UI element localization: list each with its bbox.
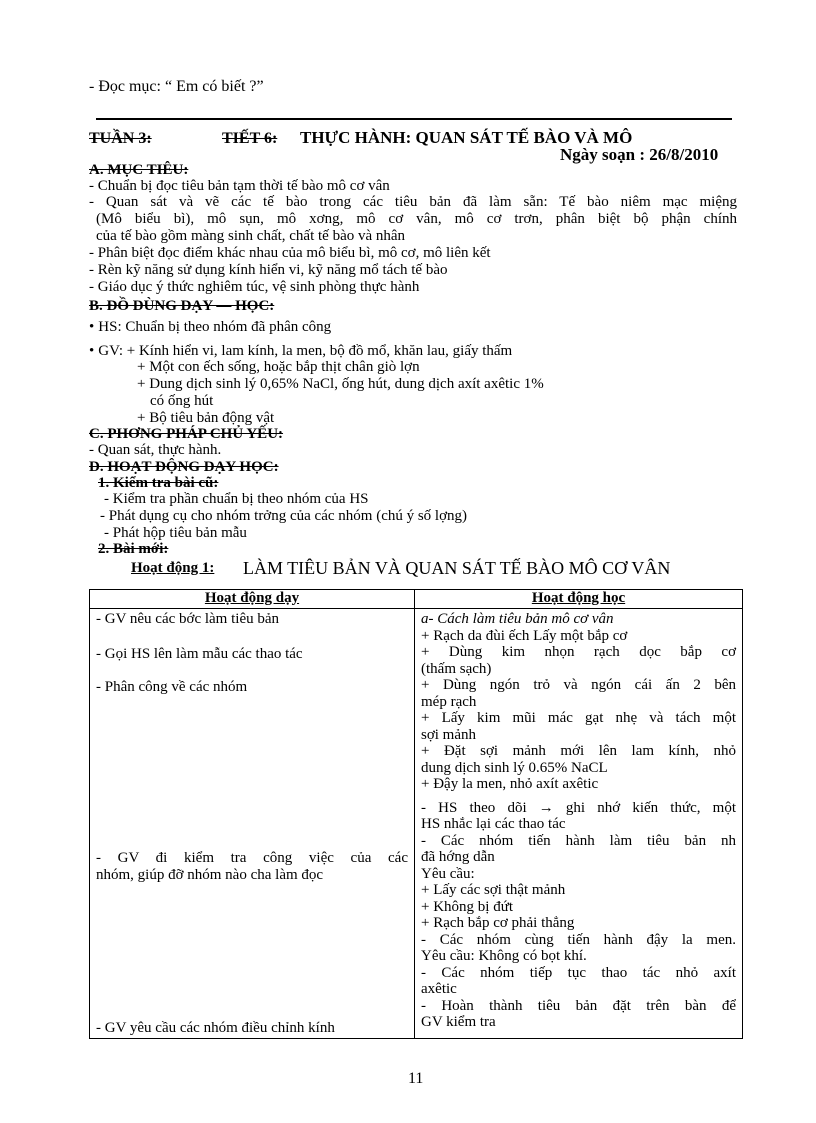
student-step: sợi mảnh (421, 726, 477, 743)
gv-prep-line: + Bộ tiêu bản động vật (137, 410, 275, 426)
teacher-activities-cell (90, 609, 415, 1039)
student-step: a- Cách làm tiêu bản mô cơ vân (421, 611, 614, 627)
objective-line: - Chuẩn bị đọc tiêu bản tạm thời tế bào mô cơ vân (89, 178, 390, 194)
section-b-heading: B. ĐỒ DÙNG DẠY — HỌC: (89, 298, 275, 314)
section-c-heading: C. PHƠNG PHÁP CHỦ YẾU: (89, 426, 284, 442)
teacher-step: - GV đi kiểm tra công việc của các (96, 850, 408, 866)
check-line: - Kiểm tra phần chuẩn bị theo nhóm của HS (104, 491, 369, 507)
student-step: Yêu cầu: (421, 865, 475, 882)
week-label: TUẦN 3: (89, 130, 152, 147)
student-step: đã hớng dẫn (421, 849, 495, 865)
objective-line: (Mô biểu bì), mô sụn, mô xơng, mô cơ vân, mô cơ trơn, phân biệt bộ phận chính (96, 211, 737, 227)
new-lesson-heading: 2. Bài mới: (98, 541, 169, 557)
hs-prep-text: HS: Chuẩn bị theo nhóm đã phân công (98, 319, 332, 335)
page-number: 11 (408, 1070, 424, 1087)
student-step: + Rạch da đùi ếch Lấy một bắp cơ (421, 627, 628, 644)
student-step: (thấm sạch) (421, 660, 492, 677)
gv-prep-text: GV: + Kính hiển vi, lam kính, la men, bộ đồ mổ, khăn lau, giấy thấm (98, 343, 513, 359)
old-lesson-check-heading: 1. Kiểm tra bài cũ: (98, 475, 219, 491)
lesson-title: THỰC HÀNH: QUAN SÁT TẾ BÀO VÀ MÔ (300, 128, 633, 147)
objective-line: - Giáo dục ý thức nghiêm túc, vệ sinh phòng thực hành (89, 279, 420, 295)
objective-line: của tế bào gồm màng sinh chất, chất tế bào và nhân (96, 228, 406, 244)
prep-date: Ngày soạn : 26/8/2010 (560, 145, 719, 164)
student-step: - Các nhóm tiếp tục thao tác nhỏ axít (421, 964, 736, 981)
student-step: - Hoàn thành tiêu bản đặt trên bàn để (421, 997, 736, 1014)
student-step: axêtic (421, 981, 457, 997)
student-step: - HS theo dõi → ghi nhớ kiến thức, một (421, 799, 736, 816)
bullet-icon (89, 343, 98, 359)
activity-title: LÀM TIÊU BẢN VÀ QUAN SÁT TẾ BÀO MÔ CƠ VÂN (243, 558, 671, 578)
gv-prep-line: + Dung dịch sinh lý 0,65% NaCl, ống hút, dung dịch axít axêtic 1% (137, 376, 544, 392)
activity-table (89, 589, 743, 1039)
student-step: + Dùng kim nhọn rạch dọc bắp cơ (421, 644, 736, 660)
teacher-step: - GV nêu các bớc làm tiêu bản (96, 611, 280, 627)
student-step: HS nhắc lại các thao tác (421, 816, 566, 832)
student-step: + Không bị đứt (421, 898, 514, 915)
check-line: - Phát hộp tiêu bản mẫu (104, 525, 247, 541)
teacher-step: - Gọi HS lên làm mẫu các thao tác (96, 646, 303, 662)
objective-line: - Quan sát và vẽ các tế bào trong các tiêu bản đã làm sẵn: Tế bào niêm mạc miệng (89, 194, 737, 210)
student-step: Yêu cầu: Không có bọt khí. (421, 948, 587, 964)
student-step: mép rạch (421, 693, 477, 710)
gv-prep-line (89, 343, 512, 360)
teacher-step: nhóm, giúp đỡ nhóm nào cha làm đọc (96, 867, 324, 883)
objective-line: - Phân biệt đọc điểm khác nhau của mô biểu bì, mô cơ, mô liên kết (89, 245, 491, 261)
table-row (90, 609, 743, 1039)
bullet-icon (89, 319, 98, 335)
student-step: + Rạch bắp cơ phải thẳng (421, 915, 575, 931)
check-line: - Phát dụng cụ cho nhóm trởng của các nhóm (chú ý số lợng) (100, 508, 468, 524)
teacher-step: - GV yêu cầu các nhóm điều chỉnh kính (96, 1020, 335, 1036)
divider-rule (96, 118, 732, 120)
student-step: + Đặt sợi mảnh mới lên lam kính, nhỏ (421, 743, 736, 759)
student-step: dung dịch sinh lý 0.65% NaCL (421, 759, 608, 776)
intro-line: - Đọc mục: “ Em có biết ?” (89, 78, 264, 95)
student-step: + Lấy các sợi thật mảnh (421, 882, 566, 898)
student-step: + Lấy kim mũi mác gạt nhẹ và tách một (421, 710, 736, 726)
student-step: GV kiểm tra (421, 1014, 496, 1030)
hs-prep-line (89, 319, 331, 336)
method-line: - Quan sát, thực hành. (89, 442, 222, 458)
teacher-step: - Phân công về các nhóm (96, 679, 248, 695)
gv-prep-line: + Một con ếch sống, hoặc bắp thịt chân giò lợn (137, 359, 420, 375)
student-activities-cell (415, 609, 743, 1039)
student-column-header: Hoạt động học (415, 590, 743, 609)
student-step: + Đậy la men, nhỏ axít axêtic (421, 776, 599, 792)
lesson-label: TIẾT 6: (222, 130, 278, 147)
section-a-heading: A. MỤC TIÊU: (89, 162, 189, 178)
section-d-heading: D. HOẠT ĐỘNG DẠY HỌC: (89, 459, 279, 475)
student-step: - Các nhóm tiến hành làm tiêu bản nh (421, 832, 736, 849)
gv-prep-line: có ống hút (150, 393, 214, 409)
teacher-column-header: Hoạt động dạy (90, 590, 415, 609)
objective-line: - Rèn kỹ năng sử dụng kính hiển vi, kỹ năng mổ tách tế bào (89, 262, 448, 278)
student-step: + Dùng ngón trỏ và ngón cái ấn 2 bên (421, 677, 736, 693)
activity-label: Hoạt động 1: (131, 560, 215, 576)
student-step: - Các nhóm cùng tiến hành đậy la men. (421, 931, 736, 948)
table-header-row (90, 590, 743, 609)
